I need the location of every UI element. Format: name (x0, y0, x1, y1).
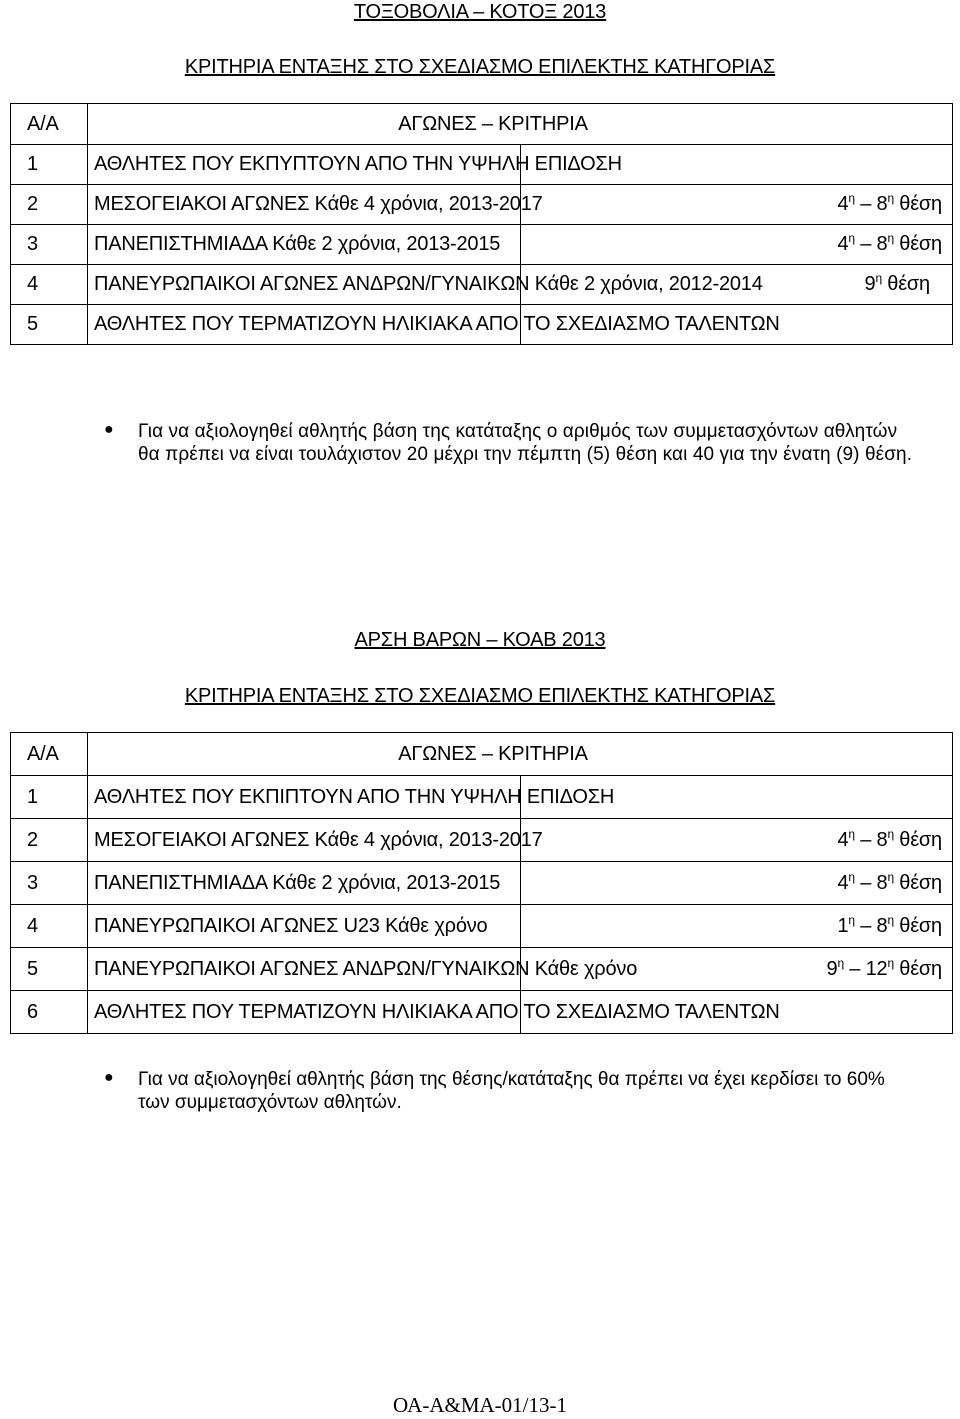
row-criterion: ΑΘΛΗΤΕΣ ΠΟΥ ΤΕΡΜΑΤΙΖΟΥΝ ΗΛΙΚΙΑΚΑ ΑΠΟ ΤΟ ΣΧΕΔΙΑΣΜΟ ΤΑΛΕΝΤΩΝ (88, 991, 521, 1034)
placement-to: 8 (876, 871, 888, 894)
row-criterion: ΑΘΛΗΤΕΣ ΠΟΥ ΤΕΡΜΑΤΙΖΟΥΝ ΗΛΙΚΙΑΚΑ ΑΠΟ ΤΟ ΣΧΕΔΙΑΣΜΟ ΤΑΛΕΝΤΩΝ (88, 305, 521, 345)
placement-to: 8 (876, 828, 888, 851)
row-placement (520, 862, 953, 905)
placement-word: θέση (893, 957, 942, 980)
header-criteria: ΑΓΩΝΕΣ – ΚΡΙΤΗΡΙΑ (88, 104, 953, 145)
table-row (11, 862, 953, 905)
header-criteria: ΑΓΩΝΕΣ – ΚΡΙΤΗΡΙΑ (88, 733, 953, 776)
placement-from: 4 (837, 871, 849, 894)
row-placement (520, 819, 953, 862)
placement-to-suffix: η (887, 869, 894, 884)
placement-from-suffix: η (848, 231, 855, 245)
row-number: 5 (11, 305, 88, 345)
row-number: 4 (11, 265, 88, 305)
row-criterion: ΑΘΛΗΤΕΣ ΠΟΥ ΕΚΠΙΠΤΟΥΝ ΑΠΟ ΤΗΝ ΥΨΗΛΗ ΕΠΙΔΟΣΗ (88, 776, 521, 819)
placement-from-suffix: η (837, 955, 844, 970)
row-number: 6 (11, 991, 88, 1034)
placement-dash: – (854, 233, 877, 255)
row-number: 5 (11, 948, 88, 991)
placement-from-suffix: η (848, 191, 855, 205)
section-subtitle: ΚΡΙΤΗΡΙΑ ΕΝΤΑΞΗΣ ΣΤΟ ΣΧΕΔΙΑΣΜΟ ΕΠΙΛΕΚΤΗΣ ΚΑΤΗΓΟΡΙΑΣ (184, 56, 776, 78)
document-code: ΟΑ-Α&ΜΑ-01/13-1 (393, 1393, 567, 1417)
row-number: 4 (11, 905, 88, 948)
table-header-row (11, 104, 953, 145)
placement-from-suffix: η (848, 869, 855, 884)
table-row (11, 776, 953, 819)
placement-word: θέση (893, 828, 942, 851)
table-header-row (11, 733, 953, 776)
row-placement (520, 225, 953, 265)
row-number: 3 (11, 225, 88, 265)
bullet-icon: ● (104, 1069, 114, 1086)
placement-to: 8 (876, 233, 888, 255)
placement-to: 12 (865, 957, 888, 980)
section-title: ΤΟΞΟΒΟΛΙΑ – ΚΟΤΟΞ 2013 (353, 1, 607, 23)
placement-to-suffix: η (887, 955, 894, 970)
row-number: 2 (11, 185, 88, 225)
placement-dash: – (854, 914, 877, 937)
row-criterion: ΜΕΣΟΓΕΙΑΚΟΙ ΑΓΩΝΕΣ Κάθε 4 χρόνια, 2013-2017 (88, 185, 521, 225)
table-row (11, 225, 953, 265)
placement-from-suffix: η (875, 271, 882, 285)
placement-to-suffix: η (887, 191, 894, 205)
header-aa: Α/Α (11, 104, 88, 145)
placement-from: 9 (864, 273, 876, 295)
placement-from: 4 (837, 233, 849, 255)
header-aa: Α/Α (11, 733, 88, 776)
criteria-note: Για να αξιολογηθεί αθλητής βάση της θέσης/κατάταξης θα πρέπει να έχει κερδίσει το 60% των συμμετασχόντων αθλητών. (138, 1069, 885, 1113)
row-number: 2 (11, 819, 88, 862)
table-row (11, 905, 953, 948)
row-criterion: ΠΑΝΕΠΙΣΤΗΜΙΑΔΑ Κάθε 2 χρόνια, 2013-2015 (88, 862, 521, 905)
criteria-note: Για να αξιολογηθεί αθλητής βάση της κατάταξης ο αριθμός των συμμετασχόντων αθλητών θα πρέπει να είναι τουλάχιστον 20 μέχρι την πέμπτη (5) θέση και 40 για την ένατη (9) θέση. (138, 421, 913, 465)
row-criterion: ΠΑΝΕΥΡΩΠΑΙΚΟΙ ΑΓΩΝΕΣ ΑΝΔΡΩΝ/ΓΥΝΑΙΚΩΝ Κάθε 2 χρόνια, 2012-2014 (88, 265, 521, 305)
placement-from: 9 (826, 957, 838, 980)
criteria-table (10, 103, 953, 345)
row-number: 1 (11, 776, 88, 819)
row-criterion: ΜΕΣΟΓΕΙΑΚΟΙ ΑΓΩΝΕΣ Κάθε 4 χρόνια, 2013-2017 (88, 819, 521, 862)
placement-from: 4 (837, 828, 849, 851)
placement-dash: – (854, 828, 877, 851)
placement-to: 8 (876, 193, 888, 215)
placement-dash: – (854, 871, 877, 894)
row-number: 3 (11, 862, 88, 905)
placement-from-suffix: η (848, 912, 855, 927)
placement-to-suffix: η (887, 231, 894, 245)
placement-word: θέση (893, 233, 942, 255)
placement-to-suffix: η (887, 826, 894, 841)
table-row (11, 265, 953, 305)
row-criterion: ΠΑΝΕΠΙΣΤΗΜΙΑΔΑ Κάθε 2 χρόνια, 2013-2015 (88, 225, 521, 265)
placement-from: 4 (837, 193, 849, 215)
placement-from-suffix: η (848, 826, 855, 841)
row-placement (520, 905, 953, 948)
table-row (11, 185, 953, 225)
placement-dash: – (843, 957, 866, 980)
row-criterion: ΠΑΝΕΥΡΩΠΑΙΚΟΙ ΑΓΩΝΕΣ U23 Κάθε χρόνο (88, 905, 521, 948)
placement-word: θέση (893, 193, 942, 215)
criteria-table (10, 732, 953, 1034)
placement-word: θέση (893, 871, 942, 894)
row-criterion: ΑΘΛΗΤΕΣ ΠΟΥ ΕΚΠΥΠΤΟΥΝ ΑΠΟ ΤΗΝ ΥΨΗΛΗ ΕΠΙΔΟΣΗ (88, 145, 521, 185)
table-row (11, 305, 953, 345)
placement-to: 8 (876, 914, 888, 937)
placement-word: θέση (893, 914, 942, 937)
placement-from: 1 (837, 914, 849, 937)
table-row (11, 819, 953, 862)
placement-word: θέση (881, 273, 930, 295)
row-placement (520, 185, 953, 225)
placement-to-suffix: η (887, 912, 894, 927)
row-criterion: ΠΑΝΕΥΡΩΠΑΙΚΟΙ ΑΓΩΝΕΣ ΑΝΔΡΩΝ/ΓΥΝΑΙΚΩΝ Κάθε χρόνο (88, 948, 521, 991)
placement-dash: – (854, 193, 877, 215)
section-title: ΑΡΣΗ ΒΑΡΩΝ – ΚΟΑΒ 2013 (354, 629, 606, 651)
table-row (11, 145, 953, 185)
table-row (11, 991, 953, 1034)
section-subtitle: ΚΡΙΤΗΡΙΑ ΕΝΤΑΞΗΣ ΣΤΟ ΣΧΕΔΙΑΣΜΟ ΕΠΙΛΕΚΤΗΣ ΚΑΤΗΓΟΡΙΑΣ (184, 685, 776, 707)
row-number: 1 (11, 145, 88, 185)
bullet-icon: ● (104, 421, 114, 438)
table-row (11, 948, 953, 991)
